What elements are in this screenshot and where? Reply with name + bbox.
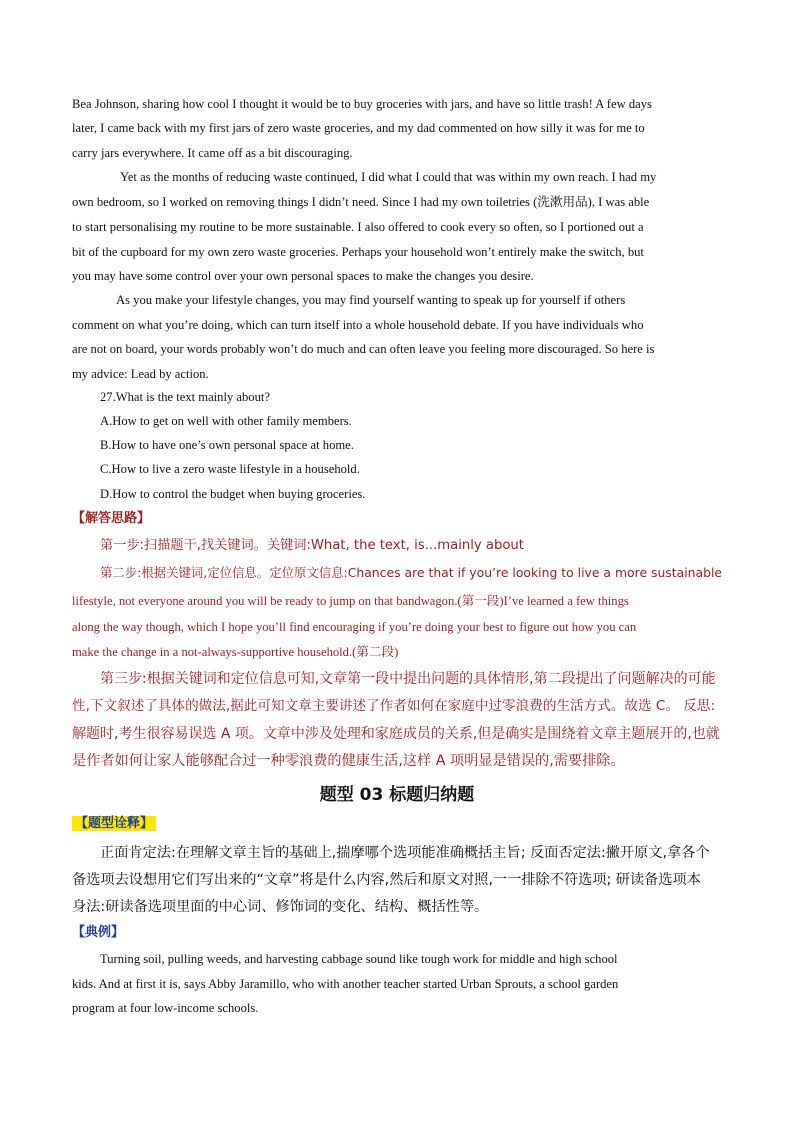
analysis-heading: 【解答思路】 [72,511,151,526]
passage-line: my advice: Lead by action. [72,367,209,381]
analysis-step2-line: 第二步:根据关键词,定位信息。定位原文信息:Chances are that if you’re looking to live a more sustainable [100,565,723,580]
passage-line: you may have some control over your own personal spaces to make the changes you desire. [72,269,534,283]
passage-line: to start personalising my routine to be more sustainable. I also offered to cook every so often, so I portioned out a [72,220,644,234]
passage-line: Yet as the months of reducing waste continued, I did what I could that was within my own reach. I had my [120,170,657,184]
passage-line: carry jars everywhere. It came off as a bit discouraging. [72,146,353,160]
question-stem: 27.What is the text mainly about? [100,390,270,404]
passage-line: later, I came back with my first jars of zero waste groceries, and my dad commented on how silly it was for me to [72,121,645,135]
passage-line: bit of the cupboard for my own zero waste groceries. Perhaps your household won’t entirely make the switch, but [72,245,644,259]
option-a: A.How to get on well with other family members. [100,414,352,428]
analysis-step3-line: 第三步:根据关键词和定位信息可知,文章第一段中提出问题的具体情形,第二段提出了问题解决的可能 [100,671,716,687]
analysis-step3-line: 是作者如何让家人能够配合过一种零浪费的健康生活,这样 A 项明显是错误的,需要排除。 [72,753,625,769]
example-line: program at four low-income schools. [72,1001,259,1015]
type-explanation-tag [72,815,156,833]
explanation-line: 身法:研读备选项里面的中心词、修饰词的变化、结构、概括性等。 [72,899,489,915]
explanation-line: 备选项去设想用它们写出来的“文章”将是什么内容,然后和原文对照,一一排除不符选项; 研读备选项本 [72,872,701,888]
example-tag: 【典例】 [72,925,125,940]
analysis-step3-line: 性,下文叙述了具体的做法,据此可知文章主要讲述了作者如何在家庭中过零浪费的生活方式。故选 C。 反思: [72,698,716,714]
analysis-step2-line: lifestyle, not everyone around you will be ready to jump on that bandwagon.(第一段)I’ve learned a few things [72,594,629,608]
passage-line: are not on board, your words probably won’t do much and can often leave you feeling more discouraged. So here is [72,342,655,356]
passage-line: As you make your lifestyle changes, you may find yourself wanting to speak up for yourself if others [116,293,626,307]
option-d: D.How to control the budget when buying groceries. [100,487,366,501]
explanation-line: 正面肯定法:在理解文章主旨的基础上,揣摩哪个选项能准确概括主旨; 反面否定法:撇开原文,拿各个 [100,845,710,861]
passage-line: own bedroom, so I worked on removing things I didn’t need. Since I had my own toiletries (洗漱用品), I was able [72,195,650,209]
passage-line: comment on what you’re doing, which can turn itself into a whole household debate. If you have individuals who [72,318,644,332]
type-explanation-label: 【题型诠释】 [72,816,156,831]
analysis-step1: 第一步:扫描题干,找关键词。关键词:What, the text, is...mainly about [100,538,524,553]
analysis-step3-line: 解题时,考生很容易误选 A 项。文章中涉及处理和家庭成员的关系,但是确实是围绕着文章主题展开的,也就 [72,726,720,742]
example-line: kids. And at first it is, says Abby Jaramillo, who with another teacher started Urban Sprouts, a school garden [72,977,619,991]
example-line: Turning soil, pulling weeds, and harvesting cabbage sound like tough work for middle and high school [100,952,618,966]
section-title: 题型 03 标题归纳题 [319,785,475,805]
analysis-step2-line: along the way though, which I hope you’ll find encouraging if you’re doing your best to figure out how you can [72,620,637,634]
option-c: C.How to live a zero waste lifestyle in a household. [100,462,360,476]
passage-line: Bea Johnson, sharing how cool I thought it would be to buy groceries with jars, and have so little trash! A few days [72,97,652,111]
analysis-step2-line: make the change in a not-always-supportive household.(第二段) [72,645,399,659]
option-b: B.How to have one’s own personal space at home. [100,438,354,452]
